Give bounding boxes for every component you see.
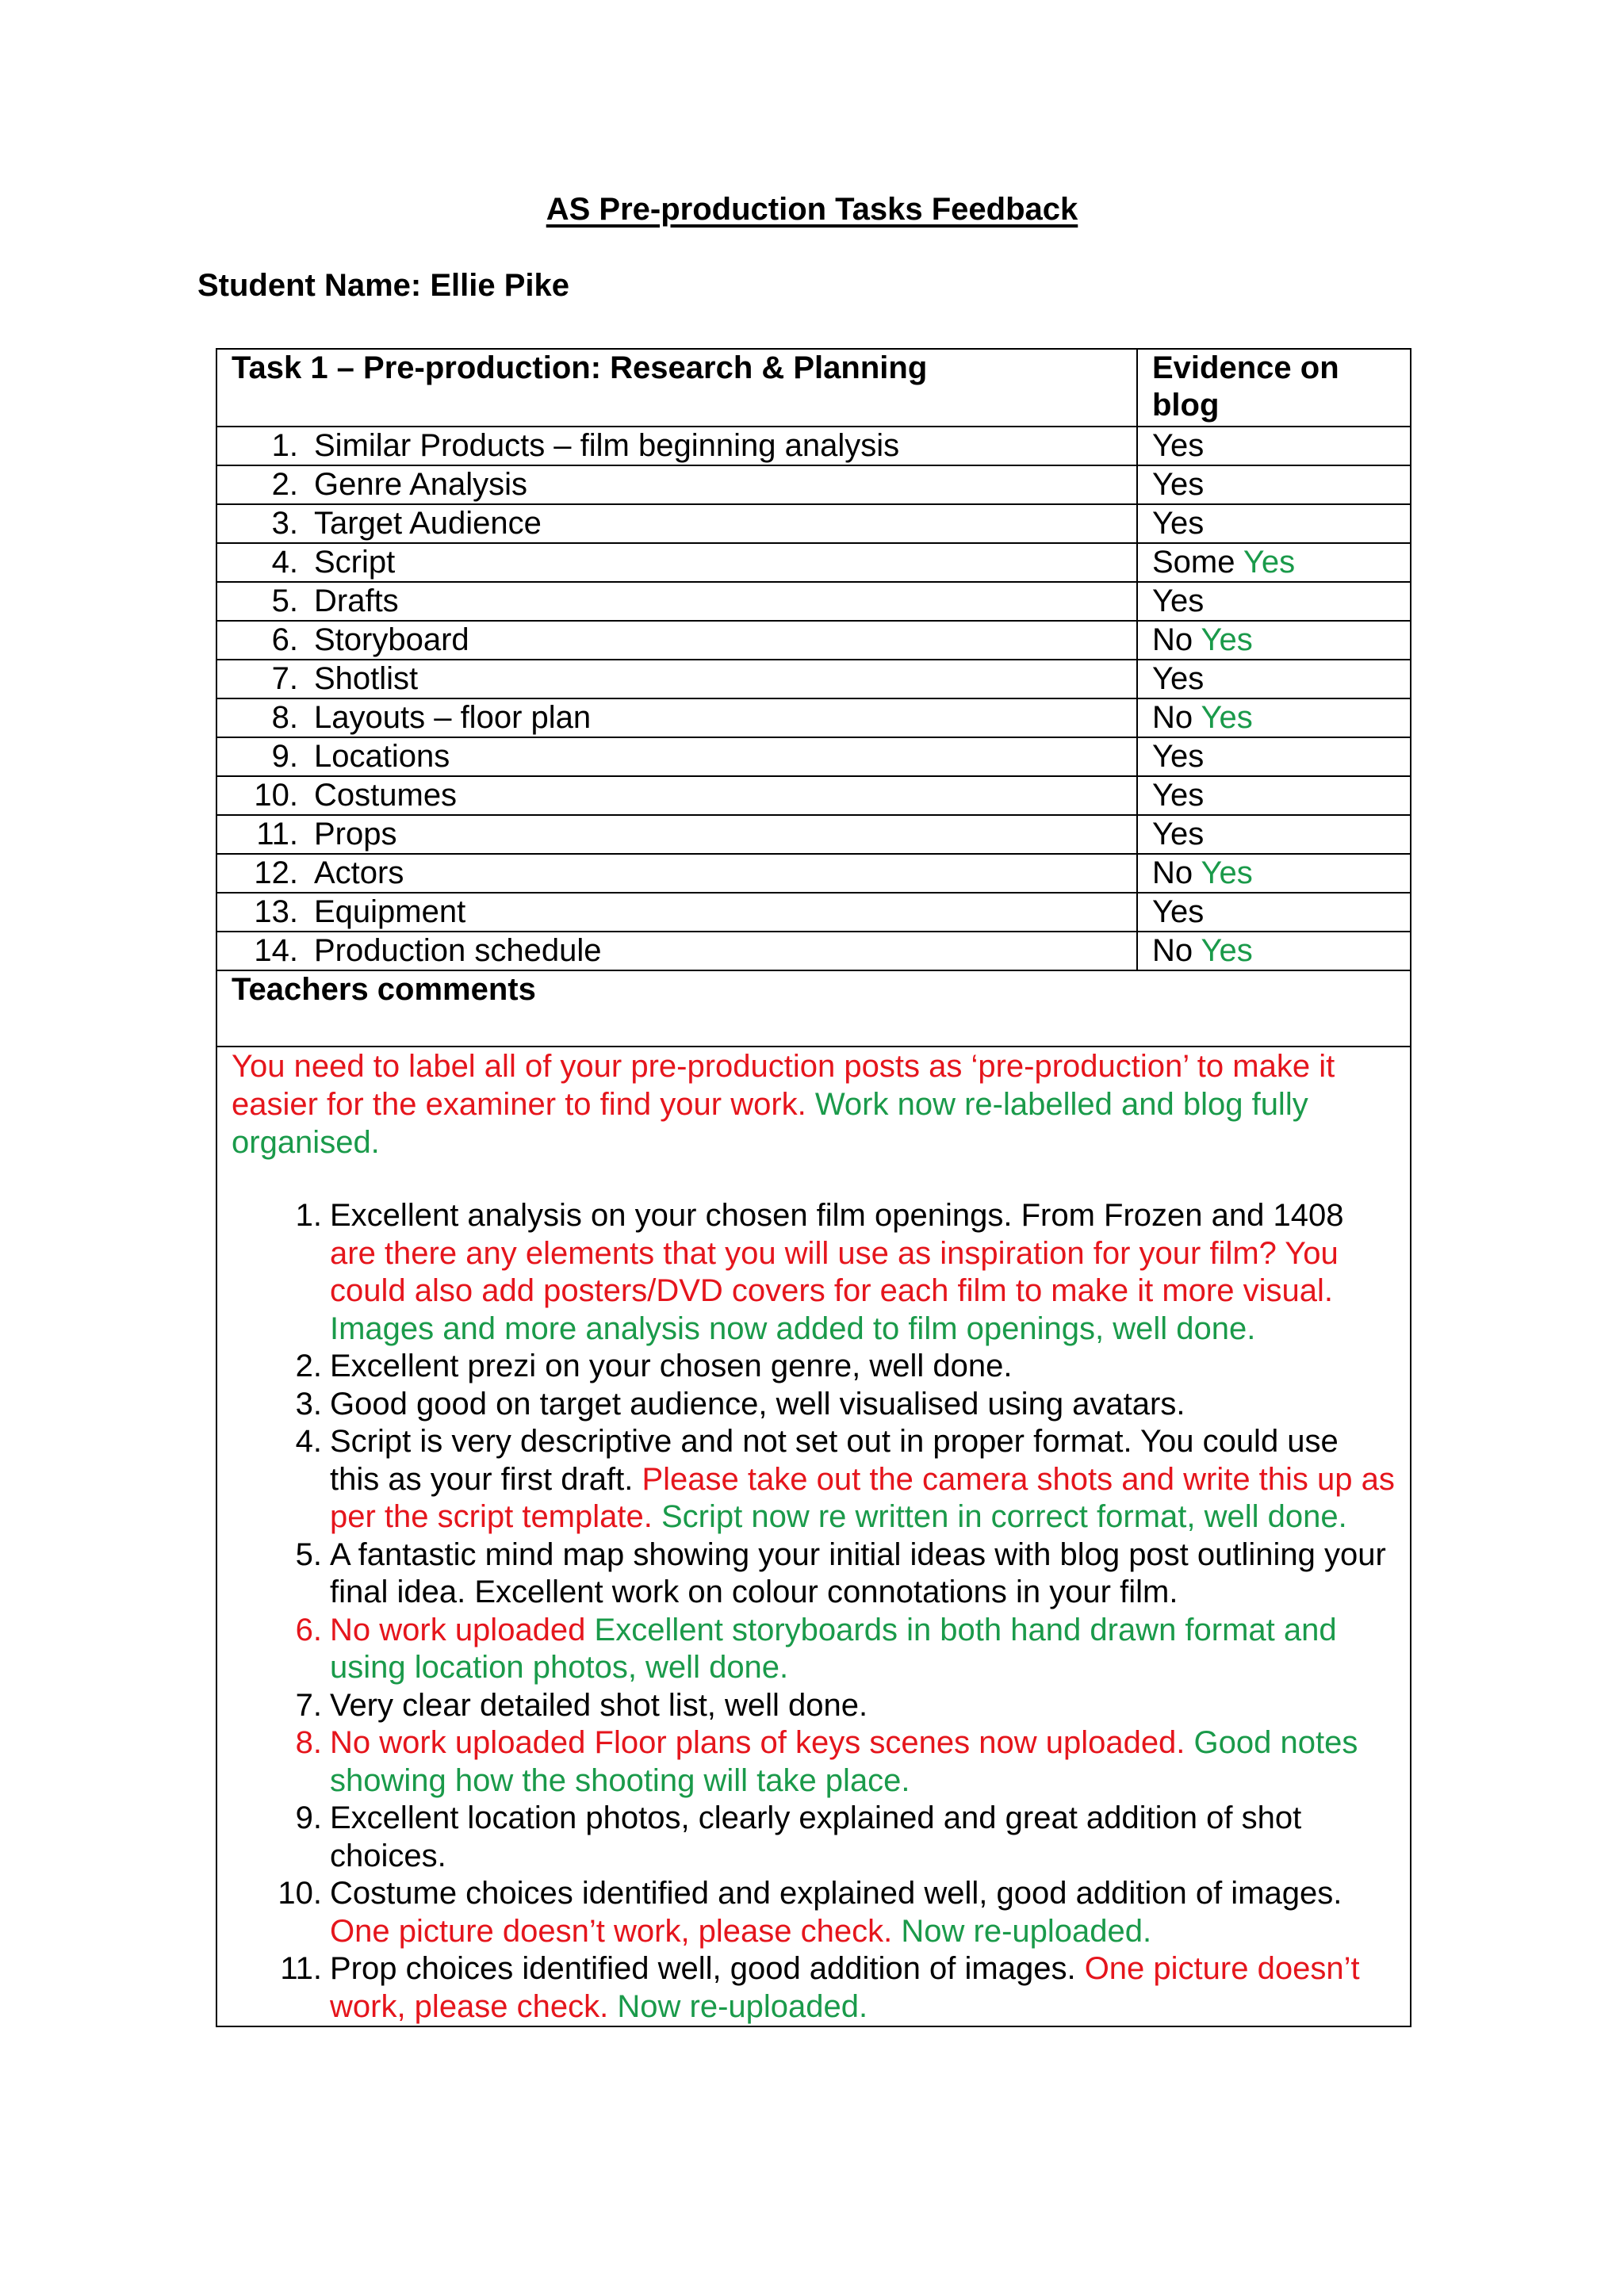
table-row	[216, 698, 1411, 737]
task-label: Locations	[314, 739, 450, 774]
task-cell	[216, 776, 1137, 815]
evidence-value: Yes	[1152, 894, 1205, 929]
evidence-cell	[1137, 427, 1411, 465]
task-number: 1.	[271, 428, 298, 463]
comment-part-green: Excellent storyboards in both hand drawn format and using location photos, well done.	[330, 1612, 1337, 1685]
header-evidence: Evidence on blog	[1137, 349, 1411, 427]
table-row	[216, 504, 1411, 543]
comment-number: 1.	[295, 1198, 322, 1233]
comment-text	[330, 1348, 1396, 1386]
document-title: AS Pre-production Tasks Feedback	[546, 192, 1078, 227]
comment-part-green: Now re-uploaded.	[901, 1913, 1152, 1949]
evidence-update: Yes	[1201, 933, 1253, 968]
task-number: 8.	[271, 700, 298, 735]
task-number: 4.	[271, 545, 298, 580]
evidence-value: Yes	[1152, 584, 1205, 618]
comment-text	[330, 1386, 1396, 1424]
comment-text	[330, 1875, 1396, 1950]
evidence-cell	[1137, 893, 1411, 932]
table-row	[216, 465, 1411, 504]
task-number: 11.	[256, 817, 298, 851]
table-row	[216, 737, 1411, 776]
task-cell	[216, 932, 1137, 970]
evidence-cell	[1137, 932, 1411, 970]
task-label: Shotlist	[314, 661, 419, 696]
tasks-table	[216, 348, 1411, 2027]
table-row	[216, 932, 1411, 970]
comment-part-black: Good good on target audience, well visualised using avatars.	[330, 1386, 1185, 1422]
comments-heading: Teachers comments	[216, 970, 1411, 1047]
comment-item	[232, 1875, 1396, 1950]
evidence-value: No	[1152, 933, 1193, 968]
comment-text	[330, 1536, 1396, 1612]
evidence-cell	[1137, 660, 1411, 698]
comment-number: 4.	[295, 1424, 322, 1459]
table-row	[216, 815, 1411, 854]
table-row	[216, 427, 1411, 465]
comments-body-row	[216, 1047, 1411, 2026]
task-label: Actors	[314, 855, 404, 890]
comment-item	[232, 1348, 1396, 1386]
task-cell	[216, 582, 1137, 621]
comment-number: 3.	[295, 1386, 322, 1422]
comment-part-black: Excellent analysis on your chosen film openings. From Frozen and 1408	[330, 1198, 1344, 1233]
task-cell	[216, 737, 1137, 776]
comment-part-green: Script now re written in correct format, well done.	[661, 1499, 1347, 1534]
task-label: Drafts	[314, 584, 399, 618]
header-task: Task 1 – Pre-production: Research & Planning	[216, 349, 1137, 427]
task-label: Props	[314, 817, 397, 851]
evidence-cell	[1137, 737, 1411, 776]
comments-list	[232, 1197, 1396, 2026]
comment-text	[330, 1687, 1396, 1725]
comment-text	[330, 1612, 1396, 1687]
evidence-value: Yes	[1152, 467, 1205, 502]
comment-part-red: One picture doesn’t work, please check.	[330, 1951, 1360, 2024]
comment-item	[232, 1687, 1396, 1725]
evidence-value: Yes	[1152, 817, 1205, 851]
task-label: Costumes	[314, 778, 458, 813]
evidence-cell	[1137, 621, 1411, 660]
evidence-cell	[1137, 698, 1411, 737]
evidence-value: Yes	[1152, 428, 1205, 463]
task-cell	[216, 854, 1137, 893]
comment-text	[330, 1950, 1396, 2026]
comment-part-black: Excellent prezi on your chosen genre, well done.	[330, 1349, 1013, 1383]
comments-cell	[216, 1047, 1411, 2026]
task-number: 5.	[271, 584, 298, 618]
comment-part-green: Images and more analysis now added to film openings, well done.	[330, 1311, 1256, 1346]
evidence-value: Some	[1152, 545, 1235, 580]
comment-part-black: A fantastic mind map showing your initial ideas with blog post outlining your final idea. Excellent work on colour connotations in your film.	[330, 1536, 1386, 1609]
task-number: 6.	[271, 622, 298, 657]
task-number: 3.	[271, 506, 298, 541]
table-row	[216, 582, 1411, 621]
evidence-value: No	[1152, 622, 1193, 657]
comment-part-red: One picture doesn’t work, please check.	[330, 1913, 902, 1949]
comment-part-red: No work uploaded	[330, 1612, 595, 1647]
evidence-value: Yes	[1152, 739, 1205, 774]
table-row	[216, 776, 1411, 815]
comment-number: 2.	[295, 1349, 322, 1383]
comment-item	[232, 1612, 1396, 1687]
comment-text	[330, 1800, 1396, 1875]
comment-part-red: are there any elements that you will use as inspiration for your film? You could also add posters/DVD covers for each film to make it more visual.	[330, 1235, 1339, 1308]
evidence-cell	[1137, 815, 1411, 854]
table-row	[216, 660, 1411, 698]
task-number: 7.	[271, 661, 298, 696]
comment-part-green: Good notes showing how the shooting will take place.	[330, 1725, 1358, 1798]
task-cell	[216, 427, 1137, 465]
intro-green: Work now re-labelled and blog fully organised.	[232, 1087, 1308, 1160]
task-cell	[216, 893, 1137, 932]
evidence-value: No	[1152, 855, 1193, 890]
task-label: Target Audience	[314, 506, 542, 541]
comment-text	[330, 1423, 1396, 1536]
intro-red: You need to label all of your pre-production posts as ‘pre-production’ to make it easier for the examiner to find your work.	[232, 1049, 1335, 1122]
task-number: 2.	[271, 467, 298, 502]
task-cell	[216, 504, 1137, 543]
task-number: 14.	[254, 933, 298, 968]
comment-part-green: Now re-uploaded.	[617, 1988, 868, 2024]
task-number: 13.	[254, 894, 298, 929]
comment-number: 8.	[295, 1725, 322, 1760]
evidence-value: No	[1152, 700, 1193, 735]
evidence-cell	[1137, 543, 1411, 582]
task-label: Script	[314, 545, 396, 580]
comment-number: 7.	[295, 1687, 322, 1723]
task-cell	[216, 698, 1137, 737]
evidence-value: Yes	[1152, 506, 1205, 541]
task-number: 12.	[254, 855, 298, 890]
task-label: Genre Analysis	[314, 467, 528, 502]
comment-part-black: Costume choices identified and explained well, good addition of images.	[330, 1876, 1342, 1911]
comment-text	[330, 1724, 1396, 1800]
comments-heading-row	[216, 970, 1411, 1047]
evidence-update: Yes	[1201, 855, 1253, 890]
comment-number: 10.	[278, 1876, 322, 1911]
comment-part-black: Very clear detailed shot list, well done.	[330, 1687, 868, 1723]
comment-text	[330, 1197, 1396, 1348]
task-cell	[216, 660, 1137, 698]
evidence-cell	[1137, 854, 1411, 893]
evidence-value: Yes	[1152, 661, 1205, 696]
task-number: 9.	[271, 739, 298, 774]
evidence-cell	[1137, 465, 1411, 504]
table-row	[216, 543, 1411, 582]
task-cell	[216, 465, 1137, 504]
evidence-update: Yes	[1243, 545, 1296, 580]
comment-part-red: No work uploaded Floor plans of keys scenes now uploaded.	[330, 1725, 1194, 1760]
evidence-value: Yes	[1152, 778, 1205, 813]
comment-item	[232, 1197, 1396, 1348]
comments-intro	[232, 1047, 1396, 1161]
task-label: Equipment	[314, 894, 466, 929]
student-name: Student Name: Ellie Pike	[197, 268, 570, 303]
comment-item	[232, 1800, 1396, 1875]
comment-number: 5.	[295, 1536, 322, 1572]
comment-number: 6.	[295, 1612, 322, 1647]
task-label: Layouts – floor plan	[314, 700, 592, 735]
comment-item	[232, 1724, 1396, 1800]
table-row	[216, 893, 1411, 932]
comment-item	[232, 1536, 1396, 1612]
task-number: 10.	[254, 778, 298, 813]
comment-number: 11.	[280, 1951, 322, 1986]
comment-item	[232, 1950, 1396, 2026]
task-cell	[216, 621, 1137, 660]
task-label: Storyboard	[314, 622, 469, 657]
comment-part-black: Prop choices identified well, good addition of images.	[330, 1951, 1085, 1986]
evidence-update: Yes	[1201, 700, 1253, 735]
task-cell	[216, 543, 1137, 582]
task-cell	[216, 815, 1137, 854]
comment-item	[232, 1423, 1396, 1536]
evidence-cell	[1137, 582, 1411, 621]
task-label: Production schedule	[314, 933, 602, 968]
comment-part-black: Script is very descriptive and not set out in proper format. You could use this as your first draft.	[330, 1424, 1339, 1497]
comment-part-black: Excellent location photos, clearly explained and great addition of shot choices.	[330, 1800, 1302, 1873]
comment-part-red: Please take out the camera shots and write this up as per the script template.	[330, 1461, 1395, 1534]
evidence-cell	[1137, 504, 1411, 543]
evidence-cell	[1137, 776, 1411, 815]
table-row	[216, 621, 1411, 660]
table-header-row	[216, 349, 1411, 427]
comment-number: 9.	[295, 1800, 322, 1835]
evidence-update: Yes	[1201, 622, 1253, 657]
comment-item	[232, 1386, 1396, 1424]
task-label: Similar Products – film beginning analysis	[314, 428, 900, 463]
table-row	[216, 854, 1411, 893]
